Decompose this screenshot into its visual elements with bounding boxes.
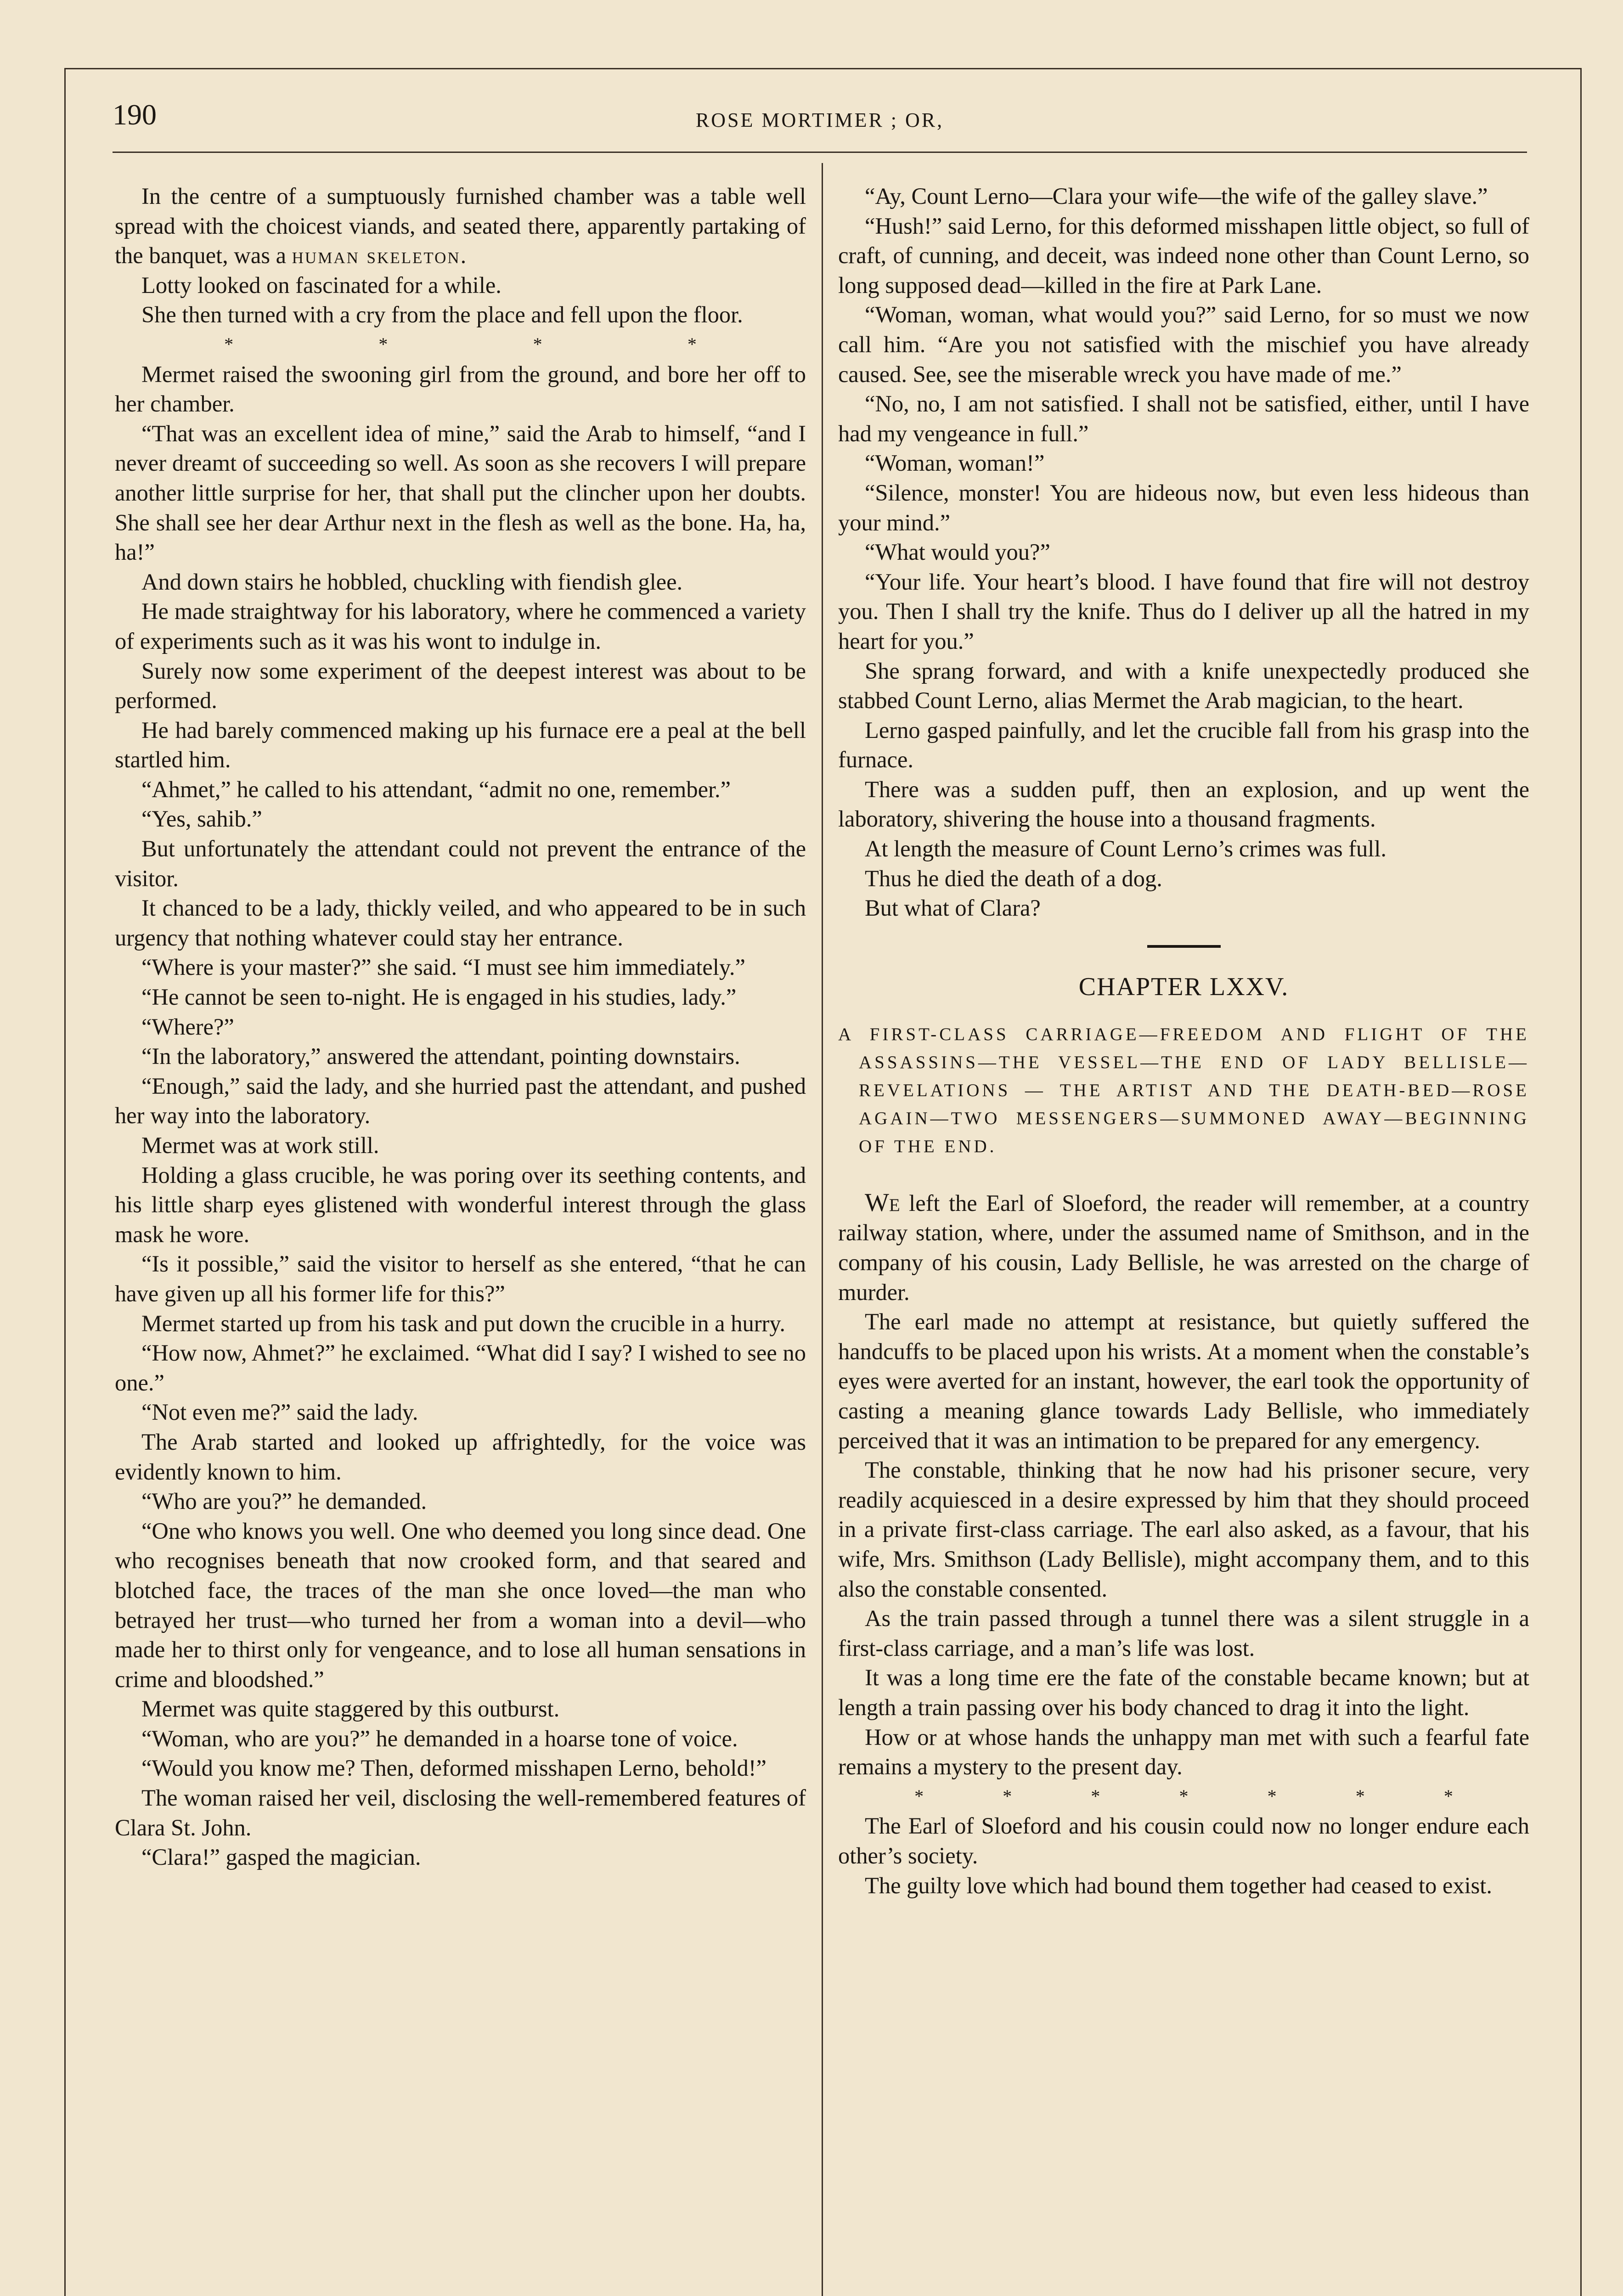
paragraph: “How now, Ahmet?” he exclaimed. “What did I say? I wished to see no one.” <box>115 1340 806 1396</box>
paragraph: The constable, thinking that he now had his prisoner secure, very readily acquiesced in a desire expressed by him that they should proceed in a private first-class carriage. The earl also asked, as a favour, that his wife, Mrs. Smithson (Lady Bellisle), might accompany them, and to this also the constable consented. <box>838 1457 1529 1602</box>
paragraph: The earl made no attempt at resistance, but quietly suffered the handcuffs to be placed upon his wrists. At a moment when the constable’s eyes were averted for an instant, however, the earl took the opportunity of casting a meaning glance towards Lady Bellisle, who immediately perceived that it was an intimation to be prepared for any emergency. <box>838 1309 1529 1453</box>
star-ornament: * <box>1179 1785 1189 1806</box>
paragraph: “Is it possible,” said the visitor to herself as she entered, “that he can have given up all his former life for this?” <box>115 1251 806 1306</box>
star-ornament: * <box>224 333 234 355</box>
skeleton-phrase: human skeleton. <box>292 242 468 269</box>
paragraph: And down stairs he hobbled, chuckling with fiendish glee. <box>141 568 683 595</box>
paragraph: “He cannot be seen to-night. He is engaged in his studies, lady.” <box>141 984 737 1010</box>
paragraph: “Hush!” said Lerno, for this deformed misshapen little object, so full of craft, of cunning, and deceit, was indeed none other than Count Lerno, so long supposed dead—killed in the fire at Park Lane. <box>838 213 1529 298</box>
paragraph: But unfortunately the attendant could not prevent the entrance of the visitor. <box>115 836 806 891</box>
header-rule <box>113 152 1527 153</box>
paragraph: “Ahmet,” he called to his attendant, “admit no one, remember.” <box>141 776 731 802</box>
paragraph: Surely now some experiment of the deepest interest was about to be performed. <box>115 658 806 714</box>
paragraph: Lerno gasped painfully, and let the crucible fall from his grasp into the furnace. <box>838 717 1529 773</box>
star-ornament: * <box>1355 1785 1365 1806</box>
paragraph: “Clara!” gasped the magician. <box>141 1844 421 1870</box>
paragraph: The woman raised her veil, disclosing the well-remembered features of Clara St. John. <box>115 1785 806 1840</box>
paragraph: At length the measure of Count Lerno’s crimes was full. <box>865 836 1386 862</box>
column-divider <box>822 163 823 2296</box>
paragraph <box>115 181 806 270</box>
page-number: 190 <box>113 98 157 131</box>
page-header <box>113 92 1527 147</box>
paragraph: It was a long time ere the fate of the constable became known; but at length a train passing over his body chanced to drag it into the light. <box>838 1665 1529 1720</box>
paragraph: Mermet raised the swooning girl from the ground, and bore her off to her chamber. <box>115 361 806 417</box>
star-ornament: * <box>1003 1785 1012 1806</box>
paragraph: “One who knows you well. One who deemed you long since dead. One who recognises beneath that now crooked form, and that seared and blotched face, the traces of the man she once loved—the man who betrayed her trust—who turned her from a woman into a devil—who made her to thirst only for vengeance, and to lose all human sensations in crime and bloodshed.” <box>115 1518 806 1692</box>
paragraph: “Silence, monster! You are hideous now, but even less hideous than your mind.” <box>838 479 1529 535</box>
paragraph: “Your life. Your heart’s blood. I have found that fire will not destroy you. Then I shall try the knife. Thus do I deliver up all the hatred in my heart for you.” <box>838 568 1529 654</box>
star-ornament: * <box>1267 1785 1277 1806</box>
paragraph: Mermet started up from his task and put down the crucible in a hurry. <box>141 1310 785 1336</box>
paragraph: Mermet was at work still. <box>141 1132 379 1158</box>
paragraph-text: In the centre of a sumptuously furnished chamber was a table well spread with the choicest viands, and seated there, apparently partaking of the banquet, was a <box>115 183 806 269</box>
paragraph <box>838 1188 1529 1307</box>
paragraph: “Woman, woman!” <box>865 450 1045 476</box>
chapter-opening-word: We <box>865 1188 900 1217</box>
paragraph: “In the laboratory,” answered the attendant, pointing downstairs. <box>141 1043 740 1069</box>
paragraph: The guilty love which had bound them together had ceased to exist. <box>865 1872 1492 1898</box>
paragraph: He had barely commenced making up his furnace ere a peal at the bell startled him. <box>115 717 806 773</box>
section-break <box>115 330 806 360</box>
paragraph: There was a sudden puff, then an explosion, and up went the laboratory, shivering the house into a thousand fragments. <box>838 776 1529 832</box>
paragraph: “Woman, who are you?” he demanded in a hoarse tone of voice. <box>141 1725 738 1751</box>
star-ornament: * <box>914 1785 924 1806</box>
star-ornament: * <box>1091 1785 1100 1806</box>
star-ornament: * <box>533 333 542 355</box>
star-ornament: * <box>378 333 388 355</box>
paragraph: But what of Clara? <box>865 895 1041 921</box>
paragraph: “Not even me?” said the lady. <box>141 1399 418 1425</box>
paragraph: “Where is your master?” she said. “I must see him immediately.” <box>141 954 745 980</box>
paragraph: He made straightway for his laboratory, where he commenced a variety of experiments such as it was his wont to indulge in. <box>115 598 806 654</box>
paragraph: “Would you know me? Then, deformed misshapen Lerno, behold!” <box>141 1755 766 1781</box>
paragraph: “What would you?” <box>865 539 1050 565</box>
paragraph: Thus he died the death of a dog. <box>865 865 1162 891</box>
paragraph: “No, no, I am not satisfied. I shall not be satisfied, either, until I have had my vengeance in full.” <box>838 391 1529 446</box>
left-column <box>115 181 806 1872</box>
paragraph: “Yes, sahib.” <box>141 806 262 832</box>
right-column <box>838 181 1529 1900</box>
chapter-title: CHAPTER LXXV. <box>1078 972 1289 1001</box>
section-break <box>838 1782 1529 1812</box>
paragraph: Lotty looked on fascinated for a while. <box>141 272 502 298</box>
chapter-synopsis: A FIRST-CLASS CARRIAGE—FREEDOM AND FLIGHT OF THE ASSASSINS—THE VESSEL—THE END OF LADY BELLISLE—REVELATIONS — THE ARTIST AND THE DEATH-BED—ROSE AGAIN—TWO MESSENGERS—SUMMONED AWAY—BEGINNING OF THE END. <box>838 1024 1529 1156</box>
paragraph: As the train passed through a tunnel there was a silent struggle in a first-class carriage, and a man’s life was lost. <box>838 1605 1529 1661</box>
paragraph-text: left the Earl of Sloeford, the reader will remember, at a country railway station, where, under the assumed name of Smithson, and in the company of his cousin, Lady Bellisle, he was arrested on the charge of murder. <box>838 1190 1529 1305</box>
paragraph: “Enough,” said the lady, and she hurried past the attendant, and pushed her way into the laboratory. <box>115 1073 806 1129</box>
paragraph: How or at whose hands the unhappy man met with such a fearful fate remains a mystery to the present day. <box>838 1724 1529 1780</box>
star-ornament: * <box>687 333 697 355</box>
chapter-rule <box>1147 945 1221 948</box>
paragraph: Holding a glass crucible, he was poring over its seething contents, and his little sharp eyes glistened with wonderful interest through the glass mask he wore. <box>115 1162 806 1247</box>
paragraph: “Who are you?” he demanded. <box>141 1488 427 1514</box>
paragraph: The Arab started and looked up affrightedly, for the voice was evidently known to him. <box>115 1429 806 1485</box>
running-head: ROSE MORTIMER ; OR, <box>695 109 944 131</box>
paragraph: “That was an excellent idea of mine,” said the Arab to himself, “and I never dreamt of succeeding so well. As soon as she recovers I will prepare another little surprise for her, that shall put the clincher upon her doubts. She shall see her dear Arthur next in the flesh as well as the bone. Ha, ha, ha!” <box>115 420 806 565</box>
paragraph: The Earl of Sloeford and his cousin could now no longer endure each other’s society. <box>838 1813 1529 1868</box>
paragraph: “Ay, Count Lerno—Clara your wife—the wife of the galley slave.” <box>865 183 1488 209</box>
paragraph: “Woman, woman, what would you?” said Lerno, for so must we now call him. “Are you not satisfied with the mischief you have already caused. See, see the miserable wreck you have made of me.” <box>838 302 1529 387</box>
paragraph: She sprang forward, and with a knife unexpectedly produced she stabbed Count Lerno, alias Mermet the Arab magician, to the heart. <box>838 658 1529 714</box>
paragraph: “Where?” <box>141 1013 234 1040</box>
paragraph: She then turned with a cry from the place and fell upon the floor. <box>141 302 743 328</box>
paragraph: It chanced to be a lady, thickly veiled, and who appeared to be in such urgency that nothing whatever could stay her entrance. <box>115 895 806 951</box>
paragraph: Mermet was quite staggered by this outburst. <box>141 1696 560 1722</box>
star-ornament: * <box>1443 1785 1453 1806</box>
